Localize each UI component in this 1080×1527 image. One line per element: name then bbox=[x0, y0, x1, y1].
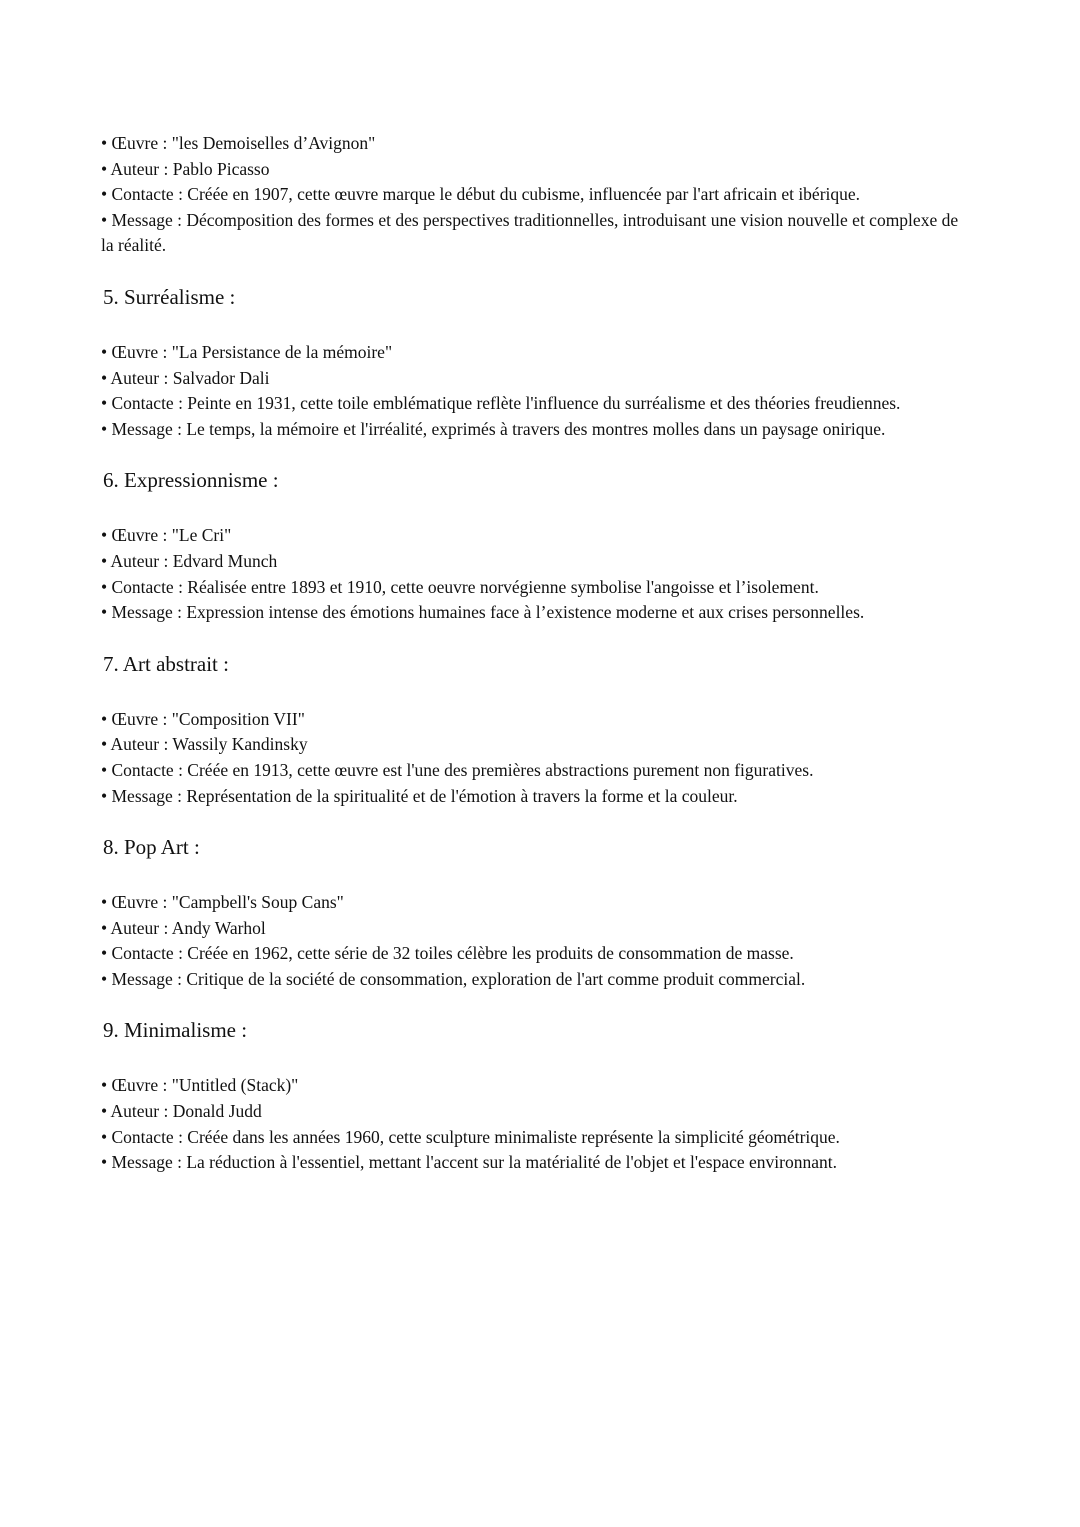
bullet-oeuvre: • Œuvre : "Untitled (Stack)" bbox=[101, 1075, 299, 1096]
section-pop-art bbox=[101, 832, 969, 992]
bullet-contacte: • Contacte : Peinte en 1931, cette toile emblématique reflète l'influence du surréalisme et des théories freudiennes. bbox=[101, 393, 901, 414]
bullet-contacte: • Contacte : Créée en 1907, cette œuvre marque le début du cubisme, influencée par l'art africain et ibérique. bbox=[101, 184, 861, 205]
bullet-oeuvre: • Œuvre : "les Demoiselles d’Avignon" bbox=[101, 133, 376, 153]
bullet-auteur: • Auteur : Andy Warhol bbox=[101, 917, 266, 938]
bullet-oeuvre: • Œuvre : "La Persistance de la mémoire" bbox=[101, 341, 393, 362]
bullet-message: • Message : La réduction à l'essentiel, mettant l'accent sur la matérialité de l'objet et l'espace environnant. bbox=[101, 1152, 837, 1173]
bullet-message: • Message : Décomposition des formes et des perspectives traditionnelles, introduisant une vision nouvelle et complexe de la réalité. bbox=[101, 209, 959, 256]
bullet-oeuvre: • Œuvre : "Le Cri" bbox=[101, 525, 232, 546]
bullet-oeuvre: • Œuvre : "Composition VII" bbox=[101, 708, 305, 729]
bullet-contacte: • Contacte : Créée en 1962, cette série de 32 toiles célèbre les produits de consommation de masse. bbox=[101, 943, 794, 964]
bullet-auteur: • Auteur : Donald Judd bbox=[101, 1101, 262, 1122]
bullet-oeuvre: • Œuvre : "Campbell's Soup Cans" bbox=[101, 892, 344, 913]
section-heading-minimalisme: 9. Minimalisme : bbox=[103, 1018, 248, 1043]
bullet-message: • Message : Le temps, la mémoire et l'irréalité, exprimés à travers des montres molles dans un paysage onirique. bbox=[101, 418, 886, 439]
section-heading-surrealisme: 5. Surréalisme : bbox=[103, 284, 236, 309]
bullet-auteur: • Auteur : Pablo Picasso bbox=[101, 158, 270, 179]
section-heading-art-abstrait: 7. Art abstrait : bbox=[103, 651, 229, 676]
section-expressionnisme bbox=[101, 465, 969, 625]
section-minimalisme bbox=[101, 1015, 969, 1175]
bullet-contacte: • Contacte : Réalisée entre 1893 et 1910, cette oeuvre norvégienne symbolise l'angoisse et l’isolement. bbox=[101, 576, 819, 597]
bullet-auteur: • Auteur : Wassily Kandinsky bbox=[101, 734, 308, 755]
section-heading-expressionnisme: 6. Expressionnisme : bbox=[103, 468, 279, 493]
section-cubisme bbox=[101, 131, 969, 259]
bullet-auteur: • Auteur : Salvador Dali bbox=[101, 367, 270, 388]
section-heading-pop-art: 8. Pop Art : bbox=[103, 835, 200, 860]
bullet-contacte: • Contacte : Créée en 1913, cette œuvre est l'une des premières abstractions purement non figuratives. bbox=[101, 759, 814, 780]
section-surrealisme bbox=[101, 282, 969, 442]
bullet-auteur: • Auteur : Edvard Munch bbox=[101, 550, 278, 571]
bullet-message: • Message : Critique de la société de consommation, exploration de l'art comme produit commercial. bbox=[101, 968, 806, 989]
bullet-contacte: • Contacte : Créée dans les années 1960, cette sculpture minimaliste représente la simplicité géométrique. bbox=[101, 1126, 840, 1147]
section-art-abstrait bbox=[101, 649, 969, 809]
bullet-message: • Message : Représentation de la spiritualité et de l'émotion à travers la forme et la couleur. bbox=[101, 785, 738, 806]
bullet-message: • Message : Expression intense des émotions humaines face à l’existence moderne et aux crises personnelles. bbox=[101, 602, 865, 623]
